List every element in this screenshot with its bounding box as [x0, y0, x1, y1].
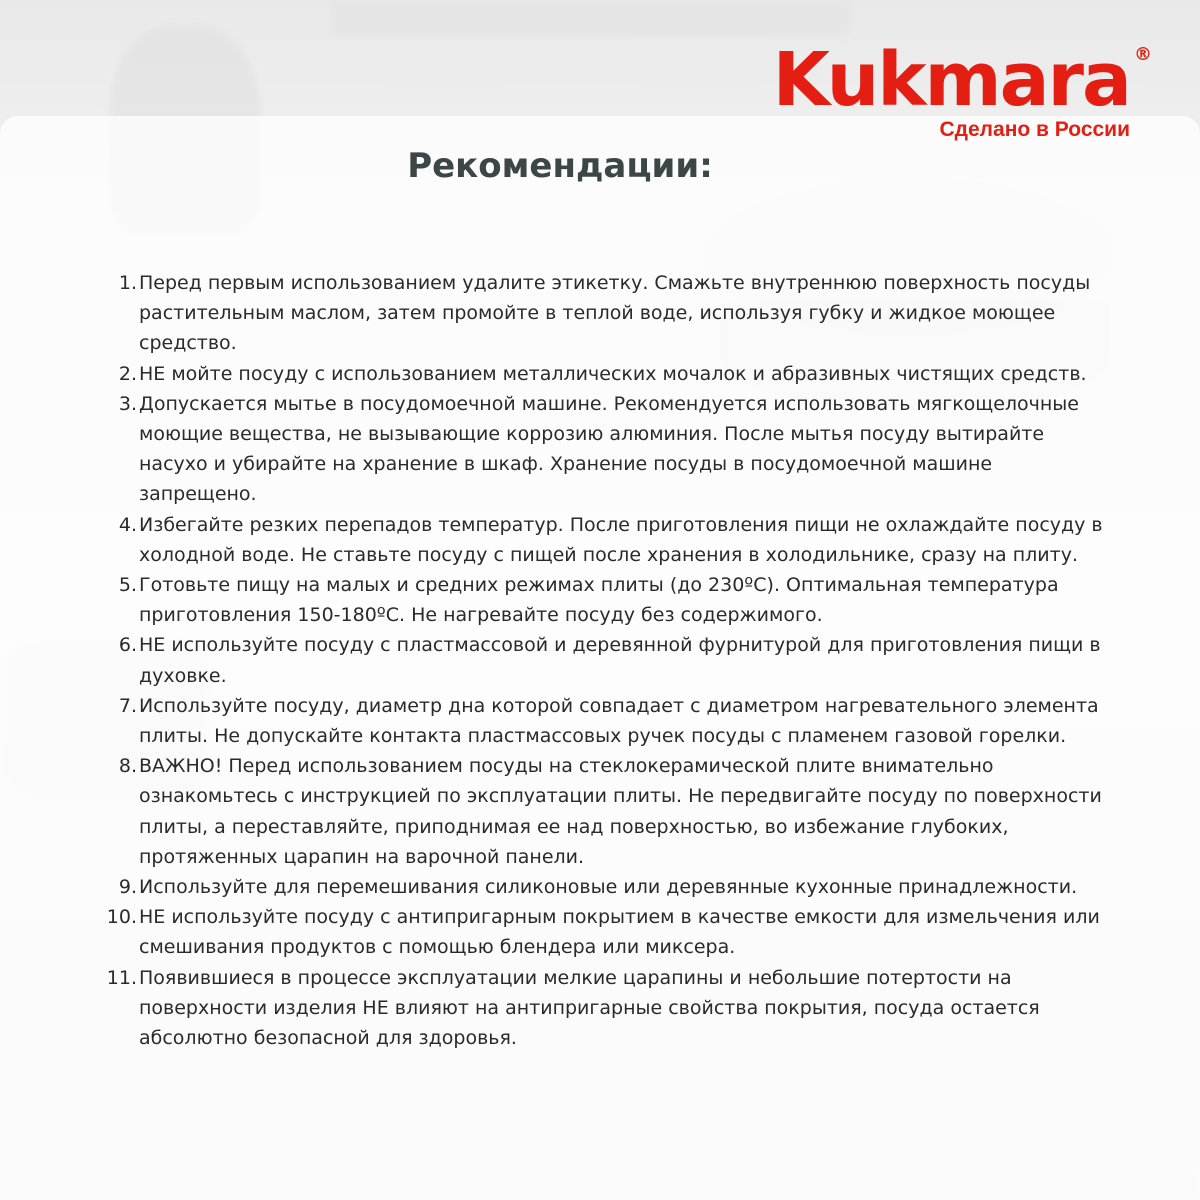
page-title: Рекомендации: [407, 146, 713, 186]
item-text: НЕ используйте посуду с антипригарным покрытием в качестве емкости для измельчения или смешивания продуктов с помощью блендера или миксера. [139, 906, 1100, 959]
list-item [92, 389, 1112, 510]
recommendations-list [92, 268, 1112, 1053]
list-item [92, 359, 1112, 389]
item-text: НЕ используйте посуду с пластмассовой и деревянной фурнитурой для приготовления пищи в духовке. [139, 634, 1101, 687]
logo-tagline: Сделано в России [939, 118, 1130, 141]
list-item [92, 902, 1112, 962]
item-text: Перед первым использованием удалите этикетку. Смажьте внутреннюю поверхность посуды растительным маслом, затем промойте в теплой воде, используя губку и жидкое моющее средство. [139, 272, 1091, 355]
brand-logo [772, 37, 1152, 142]
item-text: Допускается мытье в посудомоечной машине. Рекомендуется использовать мягкощелочные моющие вещества, не вызывающие коррозию алюминия. После мытья посуду вытирайте насухо и убирайте на хранение в шкаф. Хранение посуды в посудомоечной машине запрещено. [139, 392, 1079, 506]
list-item [92, 691, 1112, 751]
list-item [92, 630, 1112, 690]
item-text: Избегайте резких перепадов температур. После приготовления пищи не охлаждайте посуду в холодной воде. Не ставьте посуду с пищей после хранения в холодильнике, сразу на плиту. [139, 513, 1103, 566]
background-shelf-shape [330, 0, 850, 36]
item-text: ВАЖНО! Перед использованием посуды на стеклокерамической плите внимательно ознакомьтесь с инструкцией по эксплуатации плиты. Не передвигайте посуду по поверхности плиты, а переставляйте, приподнимая ее над поверхностью, во избежание глубоких, протяженных царапин на варочной панели. [139, 755, 1102, 868]
item-text: Используйте для перемешивания силиконовые или деревянные кухонные принадлежности. [139, 876, 1078, 899]
item-number: 10. [106, 906, 137, 929]
item-number: 4. [118, 513, 137, 536]
item-number: 9. [118, 876, 137, 899]
item-number: 8. [118, 755, 137, 778]
item-text: Появившиеся в процессе эксплуатации мелкие царапины и небольшие потертости на поверхности изделия НЕ влияют на антипригарные свойства покрытия, посуда остается абсолютно безопасной для здоровья. [139, 966, 1040, 1050]
item-text: Готовьте пищу на малых и средних режимах плиты (до 230ºС). Оптимальная температура приготовления 150-180ºС. Не нагревайте посуду без содержимого. [139, 574, 1059, 627]
list-item [92, 751, 1112, 872]
item-number: 1. [118, 272, 137, 294]
item-number: 7. [118, 694, 137, 717]
item-text: НЕ мойте посуду с использованием металлических мочалок и абразивных чистящих средств. [139, 362, 1087, 385]
list-item [92, 570, 1112, 630]
item-number: 6. [118, 634, 137, 657]
list-item [92, 872, 1112, 902]
list-item [92, 268, 1112, 359]
registered-mark: ® [1134, 44, 1152, 65]
list-item [92, 963, 1112, 1054]
item-text: Используйте посуду, диаметр дна которой совпадает с диаметром нагревательного элемента плиты. Не допускайте контакта пластмассовых ручек посуды с пламенем газовой горелки. [139, 694, 1099, 748]
item-number: 11. [106, 966, 137, 989]
item-number: 2. [118, 362, 137, 385]
item-number: 3. [118, 392, 137, 415]
logo-wordmark-text: Kukmara [772, 37, 1130, 123]
logo-wordmark [772, 37, 1152, 123]
list-item [92, 510, 1112, 570]
item-number: 5. [118, 574, 137, 597]
